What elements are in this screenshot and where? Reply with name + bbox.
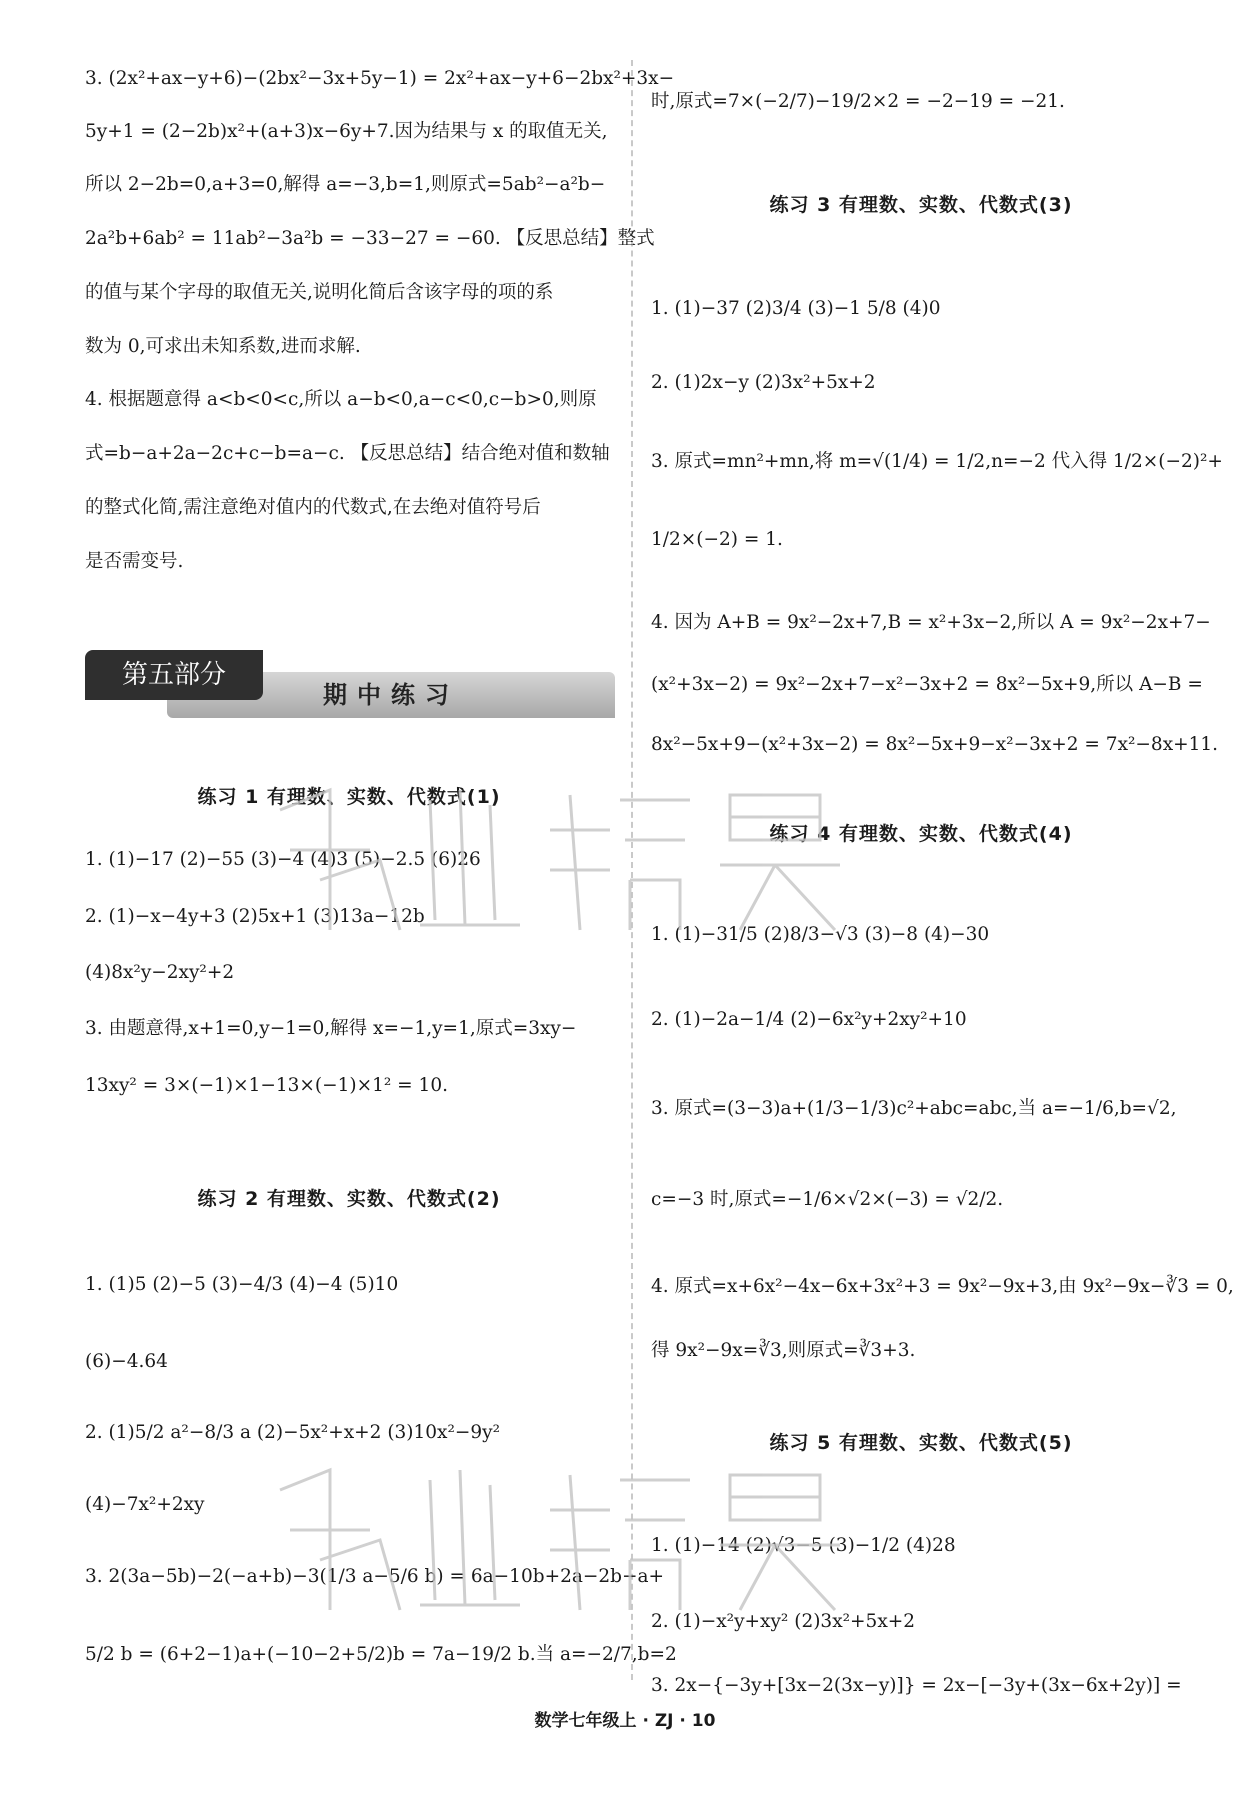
text-line: (6)−4.64 xyxy=(85,1351,168,1372)
text-line: 2. (1)−2a−1/4 (2)−6x²y+2xy²+10 xyxy=(651,1009,967,1030)
text-line: 数为 0,可求出未知系数,进而求解. xyxy=(85,336,361,357)
text-line: 3. 由题意得,x+1=0,y−1=0,解得 x=−1,y=1,原式=3xy− xyxy=(85,1018,577,1039)
text-line: 2. (1)5/2 a²−8/3 a (2)−5x²+x+2 (3)10x²−9y² xyxy=(85,1422,501,1443)
text-line: 的值与某个字母的取值无关,说明化简后含该字母的项的系 xyxy=(85,282,554,303)
text-line: 的整式化简,需注意绝对值内的代数式,在去绝对值符号后 xyxy=(85,497,541,518)
text-line: 1. (1)−31/5 (2)8/3−√3 (3)−8 (4)−30 xyxy=(651,924,990,945)
text-line: 4. 根据题意得 a<b<0<c,所以 a−b<0,a−c<0,c−b>0,则原 xyxy=(85,389,597,410)
text-line: 1/2×(−2) = 1. xyxy=(651,529,783,550)
section-heading: 练习 1 有理数、实数、代数式(1) xyxy=(197,786,501,808)
text-line: 3. (2x²+ax−y+6)−(2bx²−3x+5y−1) = 2x²+ax−y+6−2bx²+3x− xyxy=(85,68,675,89)
text-line: c=−3 时,原式=−1/6×√2×(−3) = √2/2. xyxy=(651,1189,1004,1210)
text-line: 时,原式=7×(−2/7)−19/2×2 = −2−19 = −21. xyxy=(651,91,1065,112)
text-line: 1. (1)−14 (2)√3−5 (3)−1/2 (4)28 xyxy=(651,1535,956,1556)
text-line: 2a²b+6ab² = 11ab²−3a²b = −33−27 = −60. 【反思总结】整式 xyxy=(85,228,655,249)
text-line: 得 9x²−9x=∛3,则原式=∛3+3. xyxy=(651,1340,916,1361)
text-line: (4)−7x²+2xy xyxy=(85,1494,205,1515)
text-line: (x²+3x−2) = 9x²−2x+7−x²−3x+2 = 8x²−5x+9,所以 A−B = xyxy=(651,674,1203,695)
text-line: 4. 原式=x+6x²−4x−6x+3x²+3 = 9x²−9x+3,由 9x²−9x−∛3 = 0, xyxy=(651,1276,1234,1297)
section-heading: 练习 4 有理数、实数、代数式(4) xyxy=(769,823,1073,845)
text-line: 1. (1)5 (2)−5 (3)−4/3 (4)−4 (5)10 xyxy=(85,1274,399,1295)
text-line: 3. 2(3a−5b)−2(−a+b)−3(1/3 a−5/6 b) = 6a−10b+2a−2b−a+ xyxy=(85,1566,665,1587)
text-line: 5/2 b = (6+2−1)a+(−10−2+5/2)b = 7a−19/2 b.当 a=−2/7,b=2 xyxy=(85,1644,677,1665)
section-heading: 练习 3 有理数、实数、代数式(3) xyxy=(769,194,1073,216)
text-line: 2. (1)2x−y (2)3x²+5x+2 xyxy=(651,372,876,393)
banner-tag: 第五部分 xyxy=(85,650,263,700)
text-line: 13xy² = 3×(−1)×1−13×(−1)×1² = 10. xyxy=(85,1075,448,1096)
text-line: 5y+1 = (2−2b)x²+(a+3)x−6y+7.因为结果与 x 的取值无关, xyxy=(85,121,608,142)
watermark-lower xyxy=(260,1450,880,1625)
text-line: 2. (1)−x²y+xy² (2)3x²+5x+2 xyxy=(651,1611,916,1632)
text-line: 1. (1)−37 (2)3/4 (3)−1 5/8 (4)0 xyxy=(651,298,941,319)
text-line: 2. (1)−x−4y+3 (2)5x+1 (3)13a−12b xyxy=(85,906,425,927)
text-line: 3. 2x−{−3y+[3x−2(3x−y)]} = 2x−[−3y+(3x−6x+2y)] = xyxy=(651,1675,1182,1696)
text-line: 式=b−a+2a−2c+c−b=a−c. 【反思总结】结合绝对值和数轴 xyxy=(85,443,610,464)
text-line: 8x²−5x+9−(x²+3x−2) = 8x²−5x+9−x²−3x+2 = 7x²−8x+11. xyxy=(651,734,1219,755)
text-line: 4. 因为 A+B = 9x²−2x+7,B = x²+3x−2,所以 A = 9x²−2x+7− xyxy=(651,612,1211,633)
page-footer: 数学七年级上 · ZJ · 10 xyxy=(534,1711,716,1731)
section-heading: 练习 2 有理数、实数、代数式(2) xyxy=(197,1188,501,1210)
watermark-upper xyxy=(260,770,880,945)
text-line: 1. (1)−17 (2)−55 (3)−4 (4)3 (5)−2.5 (6)26 xyxy=(85,849,481,870)
banner-title: 期中练习 xyxy=(323,681,459,709)
text-line: 所以 2−2b=0,a+3=0,解得 a=−3,b=1,则原式=5ab²−a²b− xyxy=(85,174,606,195)
text-line: (4)8x²y−2xy²+2 xyxy=(85,962,235,983)
section-heading: 练习 5 有理数、实数、代数式(5) xyxy=(769,1432,1073,1454)
text-line: 是否需变号. xyxy=(85,551,184,572)
text-line: 3. 原式=mn²+mn,将 m=√(1/4) = 1/2,n=−2 代入得 1/2×(−2)²+ xyxy=(651,451,1223,472)
text-line: 3. 原式=(3−3)a+(1/3−1/3)c²+abc=abc,当 a=−1/6,b=√2, xyxy=(651,1098,1177,1119)
section-banner xyxy=(85,650,615,722)
